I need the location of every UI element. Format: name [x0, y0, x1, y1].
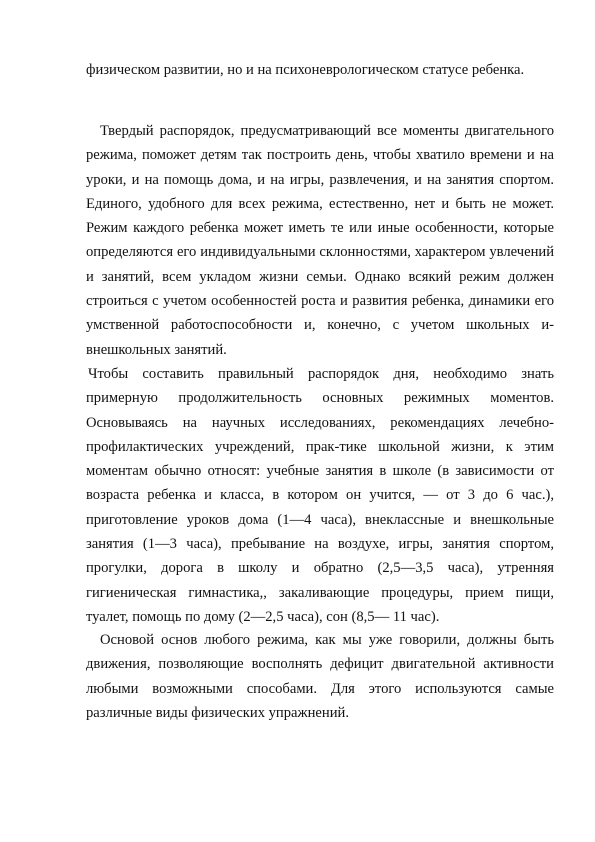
paragraph-2: Твердый распорядок, предусматривающий все моменты двигательного режима, поможет детям так построить день, чтобы хватило времени и на уроки, и на помощь дома, и на игры, развлечения, и на занятия спортом. Единого, удобного для всех режима, естественно, нет и быть не может. Режим каждого ребенка может иметь те или иные особенности, которые определяются его индивидуальными склонностями, характером увлечений и занятий, всем укладом жизни семьи. Однако всякий режим должен строиться с учетом особенностей роста и развития ребенка, динамики его умственной работоспособности и, конечно, с учетом школьных и- внешкольных занятий.	[86, 123, 554, 358]
paragraph-1: физическом развитии, но и на психоневрологическом статусе ребенка.	[86, 62, 525, 78]
paragraph-3: Чтобы составить правильный распорядок дня, необходимо знать примерную продолжительность основных режимных моментов. Основываясь на научных исследованиях, рекомендациях лечебно-профилактических учреждений, прак-тике школьной жизни, к этим моментам обычно относят: учебные занятия в школе (в зависимости от возраста ребенка и класса, в котором он учится, — от 3 до 6 час.), приготовление уроков дома (1—4 часа), внеклассные и внешкольные занятия (1—3 часа), пребывание на воздухе, игры, занятия спортом, прогулки, дорога в школу и обратно (2,5—3,5 часа), утренняя гигиеническая гимнастика,, закаливающие процедуры, прием пищи, туалет, помощь по дому (2—2,5 часа), сон (8,5— 11 час).	[86, 366, 554, 625]
paragraph-4: Основой основ любого режима, как мы уже говорили, должны быть движения, позволяющие восполнять дефицит двигательной активности любыми возможными способами. Для этого используются самые различные виды физических упражнений.	[86, 632, 554, 721]
